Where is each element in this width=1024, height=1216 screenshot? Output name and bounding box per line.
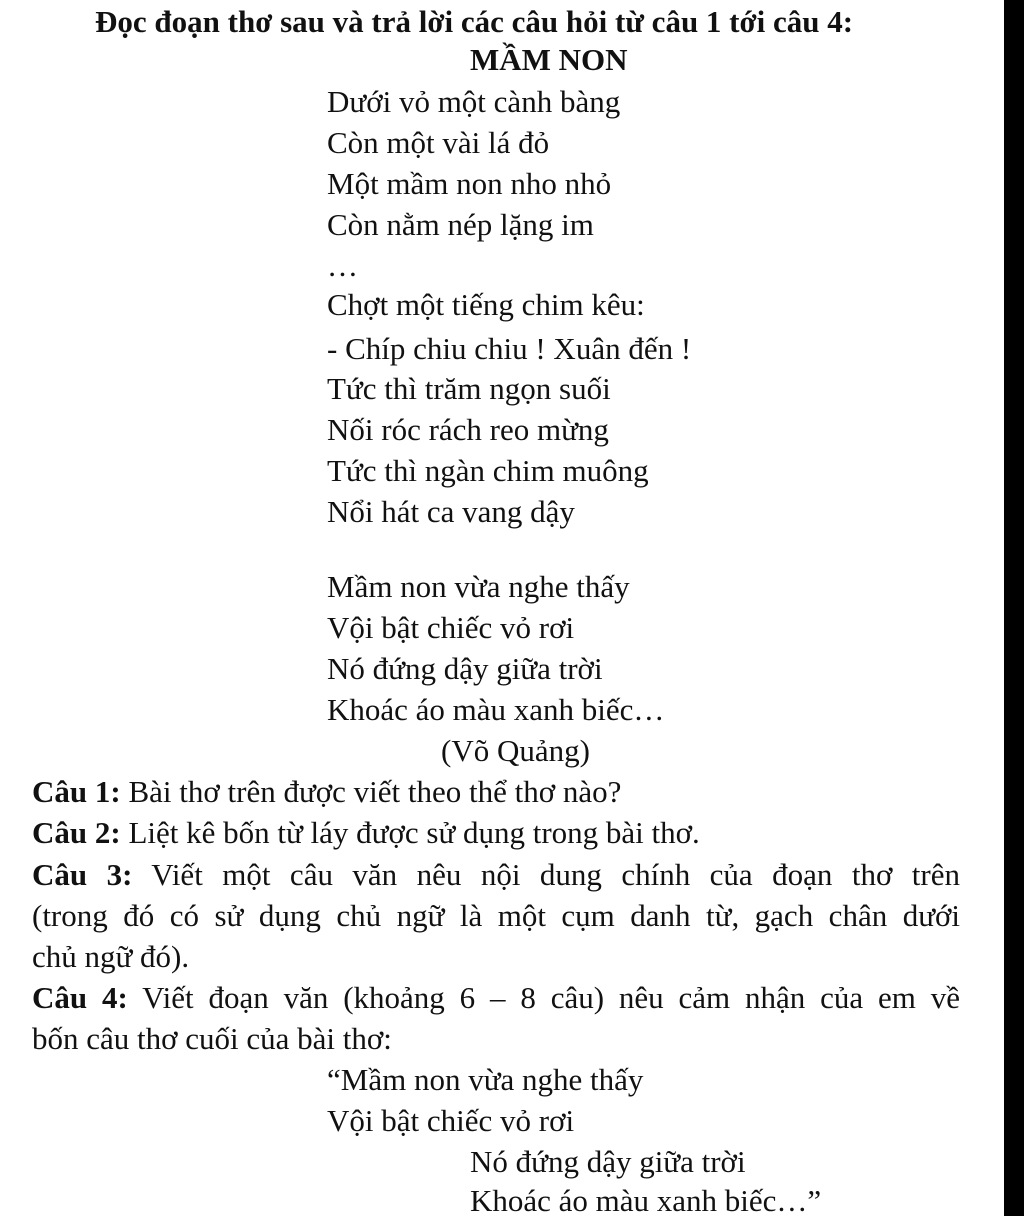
question-text: Liệt kê bốn từ láy được sử dụng trong bài thơ.	[120, 815, 700, 850]
question-text: Bài thơ trên được viết theo thể thơ nào?	[120, 774, 622, 809]
question-4-line-2: bốn câu thơ cuối của bài thơ:	[32, 1021, 392, 1056]
instruction-heading: Đọc đoạn thơ sau và trả lời các câu hỏi từ câu 1 tới câu 4:	[95, 4, 854, 39]
question-label: Câu 2:	[32, 815, 121, 850]
poem-line: Tức thì trăm ngọn suối	[327, 371, 611, 406]
question-3-line-2: (trong đó có sử dụng chủ ngữ là một cụm danh từ, gạch chân dưới	[32, 898, 960, 933]
question-3-line-3: chủ ngữ đó).	[32, 939, 190, 974]
question-label: Câu 3:	[32, 857, 133, 892]
poem-line: Dưới vỏ một cành bàng	[327, 84, 621, 119]
quote-line: “Mầm non vừa nghe thấy	[327, 1062, 644, 1097]
poem-line: Mầm non vừa nghe thấy	[327, 569, 630, 604]
poem-line: - Chíp chiu chiu ! Xuân đến !	[327, 331, 692, 366]
poem-line: Còn nằm nép lặng im	[327, 207, 594, 242]
question-4-line-1	[32, 978, 960, 1018]
question-label: Câu 4:	[32, 980, 128, 1015]
question-2	[32, 813, 700, 853]
question-text: Viết đoạn văn (khoảng 6 – 8 câu) nêu cảm nhận của em về	[127, 980, 960, 1015]
poem-line: Còn một vài lá đỏ	[327, 125, 550, 160]
poem-line: Một mầm non nho nhỏ	[327, 166, 612, 201]
poem-line: Vội bật chiếc vỏ rơi	[327, 610, 575, 645]
poem-line: Nổi hát ca vang dậy	[327, 494, 575, 529]
question-1	[32, 772, 621, 812]
quote-line: Nó đứng dậy giữa trời	[470, 1144, 746, 1179]
quote-line: Khoác áo màu xanh biếc…”	[470, 1183, 822, 1216]
poem-line: Nối róc rách reo mừng	[327, 412, 609, 447]
question-text: Viết một câu văn nêu nội dung chính của đoạn thơ trên	[132, 857, 960, 892]
poem-line: Chợt một tiếng chim kêu:	[327, 287, 645, 322]
poem-line: Nó đứng dậy giữa trời	[327, 651, 603, 686]
poem-author: (Võ Quảng)	[441, 733, 590, 768]
poem-title: MẦM NON	[470, 42, 628, 77]
poem-line: Tức thì ngàn chim muông	[327, 453, 649, 488]
quote-line: Vội bật chiếc vỏ rơi	[327, 1103, 575, 1138]
poem-line-ellipsis: …	[327, 248, 358, 283]
question-3-line-1	[32, 855, 960, 895]
poem-line: Khoác áo màu xanh biếc…	[327, 692, 665, 727]
question-label: Câu 1:	[32, 774, 121, 809]
